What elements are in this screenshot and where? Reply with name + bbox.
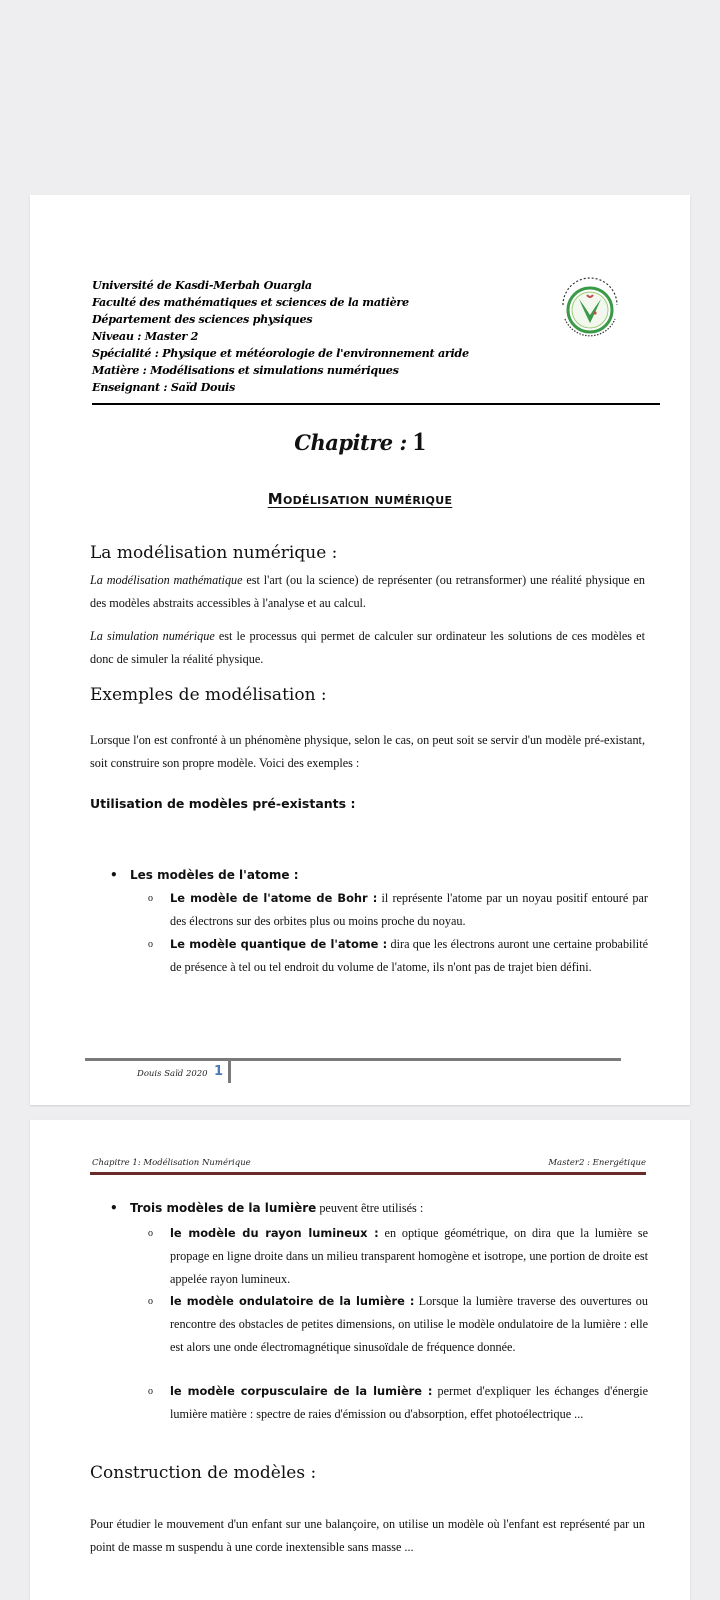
- university-logo-icon: [555, 273, 625, 343]
- bullet-icon: •: [110, 868, 118, 882]
- bullet-text: Les modèles de l'atome :: [130, 868, 299, 882]
- paragraph-construction: Pour étudier le mouvement d'un enfant sur une balançoire, on utilise un modèle où l'enfant est représenté par un point de masse m suspendu à une corde inextensible sans masse ...: [90, 1517, 645, 1554]
- paragraph-exemples-intro: Lorsque l'on est confronté à un phénomène physique, selon le cas, on peut soit se servir d'un modèle pré-existant, soit construire son propre modèle. Voici des exemples :: [90, 733, 645, 770]
- item-text: en optique géométrique, on dira que la lumière se propage en ligne droite dans un milieu transparent homogène et isotrope, une portion de droite est appelée rayon lumineux.: [170, 1226, 648, 1286]
- level: Niveau : Master 2: [92, 329, 199, 343]
- running-header-divider: [90, 1172, 646, 1175]
- item-text: il représente l'atome par un noyau positif entouré par des électrons sur des orbites plus ou moins proche du noyau.: [170, 891, 648, 928]
- university-name: Université de Kasdi-Merbah Ouargla: [92, 278, 312, 292]
- chapter-number: 1: [412, 427, 426, 456]
- bullet-text: Trois modèles de la lumière: [130, 1201, 317, 1215]
- subheading-modeles-preexistants: Utilisation de modèles pré-existants :: [90, 796, 356, 811]
- item-label: Le modèle de l'atome de Bohr :: [170, 891, 378, 905]
- document-page-1: [30, 195, 690, 1105]
- chapter-label: Chapitre :: [294, 430, 407, 455]
- item-text: permet d'expliquer les échanges d'énergie lumière matière : spectre de raies d'émission ou d'absorption, effet photoélectrique ...: [170, 1384, 648, 1421]
- footer-vertical-bar: [228, 1061, 231, 1083]
- bullet-text-rest: peuvent être utilisés :: [316, 1201, 424, 1215]
- teacher: Enseignant : Saïd Douis: [92, 380, 235, 394]
- bullet-icon: •: [110, 1201, 118, 1215]
- subject: Matière : Modélisations et simulations numériques: [92, 363, 399, 377]
- paragraph-simulation: [90, 625, 645, 671]
- circle-bullet-icon: o: [148, 1386, 153, 1397]
- circle-bullet-icon: o: [148, 1296, 153, 1307]
- section-heading-modelisation: La modélisation numérique :: [90, 543, 338, 563]
- bullet-modeles-lumiere: [110, 1201, 423, 1216]
- item-text: Lorsque la lumière traverse des ouvertures ou rencontre des obstacles de petites dimensions, on utilise le modèle ondulatoire de la lumière : elle est alors une onde électromagnétique sinusoïdale de fréquence donnée.: [170, 1294, 648, 1354]
- chapter-heading: [30, 427, 690, 457]
- list-item-bohr: [148, 887, 648, 933]
- document-page-2: [30, 1120, 690, 1600]
- header-divider: [92, 403, 660, 405]
- term-modelisation-mathematique: La modélisation mathématique: [90, 573, 243, 587]
- item-label: le modèle corpusculaire de la lumière :: [170, 1384, 433, 1398]
- specialty: Spécialité : Physique et météorologie de l'environnement aride: [92, 346, 469, 360]
- list-item-ondulatoire: [148, 1290, 648, 1359]
- item-label: le modèle du rayon lumineux :: [170, 1226, 379, 1240]
- bullet-modeles-atome: [110, 868, 299, 882]
- circle-bullet-icon: o: [148, 939, 153, 950]
- paragraph-text: est le processus qui permet de calculer sur ordinateur les solutions de ces modèles et donc de simuler la réalité physique.: [90, 629, 645, 666]
- faculty-name: Faculté des mathématiques et sciences de la matière: [92, 295, 409, 309]
- list-item-quantique: [148, 933, 648, 979]
- circle-bullet-icon: o: [148, 893, 153, 904]
- section-heading-construction: Construction de modèles :: [90, 1463, 317, 1483]
- item-label: Le modèle quantique de l'atome :: [170, 937, 388, 951]
- department-name: Département des sciences physiques: [92, 312, 313, 326]
- paragraph-modelisation-math: [90, 569, 645, 615]
- term-simulation-numerique: La simulation numérique: [90, 629, 215, 643]
- running-header-left: Chapitre 1: Modélisation Numérique: [92, 1158, 251, 1168]
- item-label: le modèle ondulatoire de la lumière :: [170, 1294, 415, 1308]
- page-number: 1: [214, 1064, 224, 1079]
- running-header-right: Master2 : Energétique: [548, 1158, 646, 1168]
- list-item-rayon-lumineux: [148, 1222, 648, 1291]
- section-heading-exemples: Exemples de modélisation :: [90, 685, 327, 705]
- circle-bullet-icon: o: [148, 1228, 153, 1239]
- paragraph-text: est l'art (ou la science) de représenter (ou retransformer) une réalité physique en des modèles abstraits accessibles à l'analyse et au calcul.: [90, 573, 645, 610]
- list-item-corpusculaire: [148, 1380, 648, 1426]
- institution-header: [92, 277, 522, 396]
- chapter-title: Modélisation numérique: [267, 490, 453, 508]
- footer-divider: [85, 1058, 621, 1061]
- item-text: dira que les électrons auront une certaine probabilité de présence à tel ou tel endroit du volume de l'atome, ils n'ont pas de trajet bien défini.: [170, 937, 648, 974]
- footer-author: Douis Saïd 2020: [137, 1069, 208, 1079]
